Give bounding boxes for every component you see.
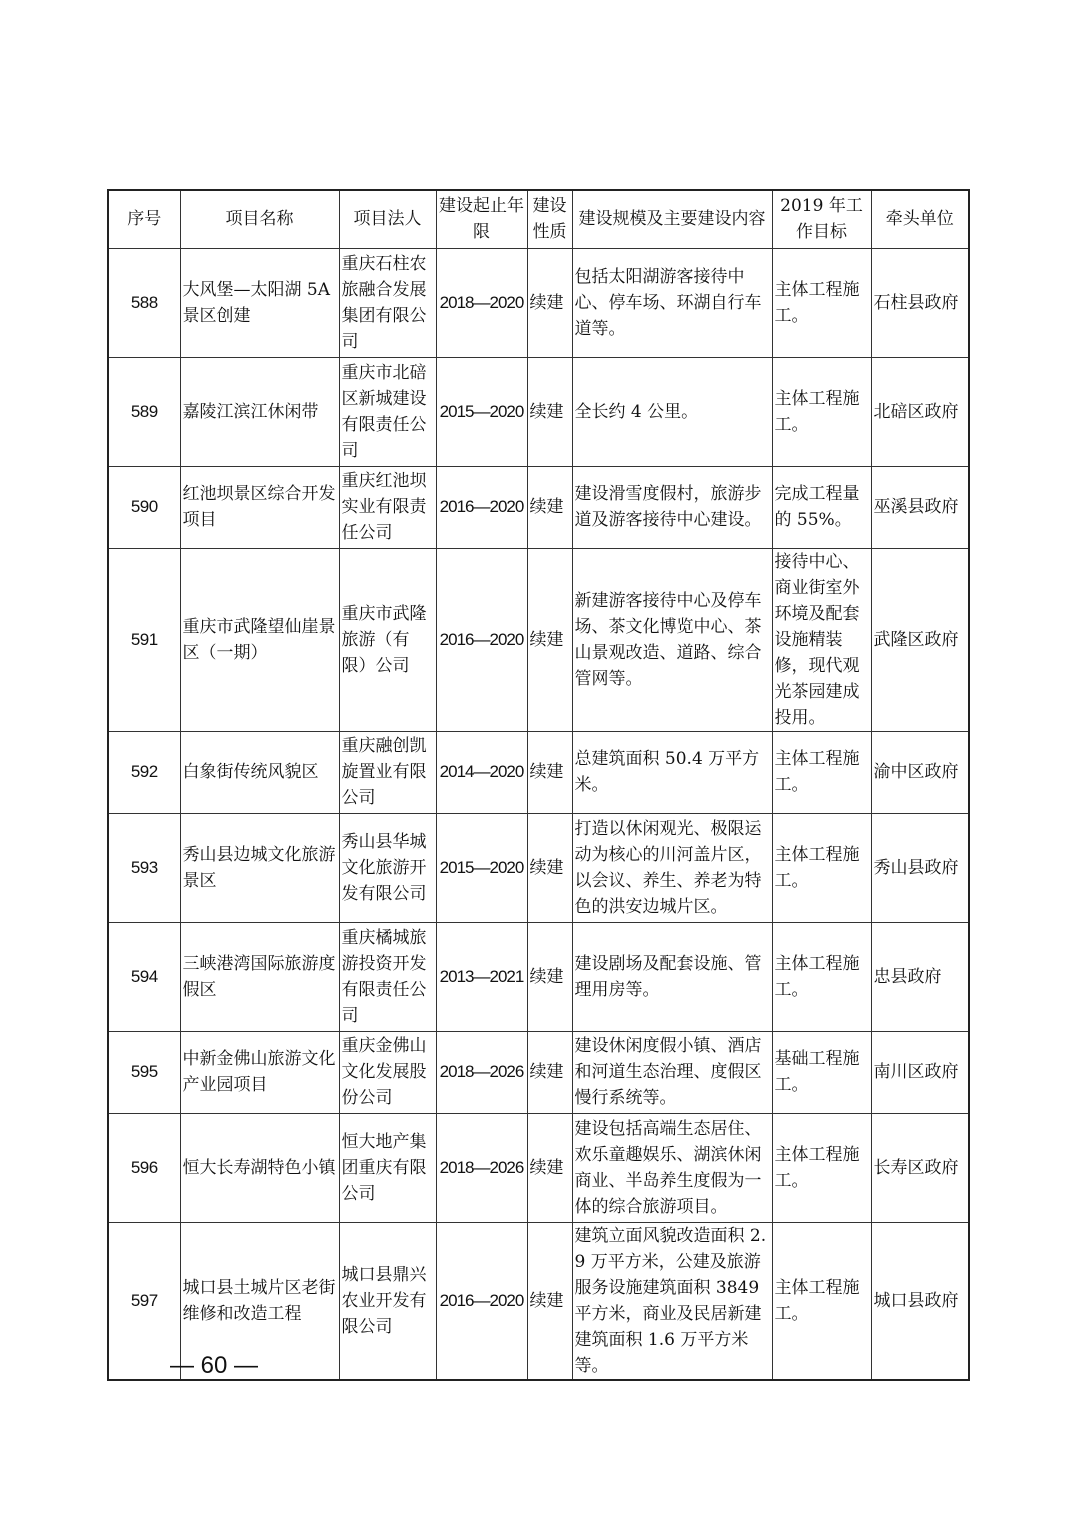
cell-scope: 建筑立面风貌改造面积 2.9 万平方米，公建及旅游服务设施建筑面积 3849 平方米，商业及民居新建建筑面积 1.6 万平方米等。 bbox=[572, 1222, 772, 1380]
header-row bbox=[108, 190, 969, 248]
cell-scope: 新建游客接待中心及停车场、茶文化博览中心、茶山景观改造、道路、综合管网等。 bbox=[572, 548, 772, 731]
cell-type: 续建 bbox=[527, 731, 572, 813]
cell-type: 续建 bbox=[527, 466, 572, 548]
cell-type: 续建 bbox=[527, 922, 572, 1031]
cell-no: 597 bbox=[108, 1222, 180, 1380]
cell-target: 主体工程施工。 bbox=[772, 1113, 871, 1222]
cell-period: 2013—2021 bbox=[436, 922, 527, 1031]
cell-owner: 重庆市武隆旅游（有限）公司 bbox=[339, 548, 436, 731]
cell-no: 594 bbox=[108, 922, 180, 1031]
cell-target: 主体工程施工。 bbox=[772, 248, 871, 357]
cell-period: 2015—2020 bbox=[436, 357, 527, 466]
cell-scope: 打造以休闲观光、极限运动为核心的川河盖片区，以会议、养生、养老为特色的洪安边城片区。 bbox=[572, 813, 772, 922]
table-row bbox=[108, 1113, 969, 1222]
cell-type: 续建 bbox=[527, 248, 572, 357]
table-row bbox=[108, 1031, 969, 1113]
header-scope: 建设规模及主要建设内容 bbox=[572, 190, 772, 248]
cell-no: 588 bbox=[108, 248, 180, 357]
cell-type: 续建 bbox=[527, 1222, 572, 1380]
cell-owner: 城口县鼎兴农业开发有限公司 bbox=[339, 1222, 436, 1380]
cell-name: 红池坝景区综合开发项目 bbox=[180, 466, 339, 548]
cell-scope: 总建筑面积 50.4 万平方米。 bbox=[572, 731, 772, 813]
cell-target: 主体工程施工。 bbox=[772, 813, 871, 922]
cell-name: 白象街传统风貌区 bbox=[180, 731, 339, 813]
header-name: 项目名称 bbox=[180, 190, 339, 248]
cell-period: 2018—2020 bbox=[436, 248, 527, 357]
cell-owner: 恒大地产集团重庆有限公司 bbox=[339, 1113, 436, 1222]
cell-scope: 建设包括高端生态居住、欢乐童趣娱乐、湖滨休闲商业、半岛养生度假为一体的综合旅游项目。 bbox=[572, 1113, 772, 1222]
cell-no: 591 bbox=[108, 548, 180, 731]
cell-scope: 建设滑雪度假村，旅游步道及游客接待中心建设。 bbox=[572, 466, 772, 548]
cell-target: 主体工程施工。 bbox=[772, 922, 871, 1031]
cell-owner: 重庆金佛山文化发展股份公司 bbox=[339, 1031, 436, 1113]
cell-no: 592 bbox=[108, 731, 180, 813]
cell-no: 593 bbox=[108, 813, 180, 922]
cell-lead: 秀山县政府 bbox=[871, 813, 969, 922]
cell-name: 嘉陵江滨江休闲带 bbox=[180, 357, 339, 466]
cell-owner: 重庆橘城旅游投资开发有限责任公司 bbox=[339, 922, 436, 1031]
table-row bbox=[108, 731, 969, 813]
header-period: 建设起止年限 bbox=[436, 190, 527, 248]
cell-target: 主体工程施工。 bbox=[772, 1222, 871, 1380]
table-row bbox=[108, 922, 969, 1031]
cell-lead: 巫溪县政府 bbox=[871, 466, 969, 548]
cell-no: 589 bbox=[108, 357, 180, 466]
cell-scope: 建设休闲度假小镇、酒店和河道生态治理、度假区慢行系统等。 bbox=[572, 1031, 772, 1113]
cell-owner: 秀山县华城文化旅游开发有限公司 bbox=[339, 813, 436, 922]
header-type: 建设性质 bbox=[527, 190, 572, 248]
cell-lead: 忠县政府 bbox=[871, 922, 969, 1031]
cell-type: 续建 bbox=[527, 1031, 572, 1113]
cell-lead: 北碚区政府 bbox=[871, 357, 969, 466]
cell-scope: 包括太阳湖游客接待中心、停车场、环湖自行车道等。 bbox=[572, 248, 772, 357]
cell-no: 595 bbox=[108, 1031, 180, 1113]
cell-target: 主体工程施工。 bbox=[772, 731, 871, 813]
cell-no: 596 bbox=[108, 1113, 180, 1222]
table-row bbox=[108, 357, 969, 466]
header-owner: 项目法人 bbox=[339, 190, 436, 248]
cell-name: 大风堡—太阳湖 5A 景区创建 bbox=[180, 248, 339, 357]
cell-target: 接待中心、商业街室外环境及配套设施精装修，现代观光茶园建成投用。 bbox=[772, 548, 871, 731]
cell-target: 完成工程量的 55%。 bbox=[772, 466, 871, 548]
cell-name: 三峡港湾国际旅游度假区 bbox=[180, 922, 339, 1031]
page-number: — 60 — bbox=[170, 1352, 259, 1379]
cell-name: 秀山县边城文化旅游景区 bbox=[180, 813, 339, 922]
table-row bbox=[108, 466, 969, 548]
table-row bbox=[108, 548, 969, 731]
cell-period: 2016—2020 bbox=[436, 466, 527, 548]
cell-type: 续建 bbox=[527, 813, 572, 922]
cell-period: 2016—2020 bbox=[436, 548, 527, 731]
header-no: 序号 bbox=[108, 190, 180, 248]
cell-name: 中新金佛山旅游文化产业园项目 bbox=[180, 1031, 339, 1113]
cell-lead: 南川区政府 bbox=[871, 1031, 969, 1113]
table-row bbox=[108, 813, 969, 922]
cell-lead: 武隆区政府 bbox=[871, 548, 969, 731]
cell-target: 基础工程施工。 bbox=[772, 1031, 871, 1113]
cell-name: 恒大长寿湖特色小镇 bbox=[180, 1113, 339, 1222]
cell-type: 续建 bbox=[527, 357, 572, 466]
cell-owner: 重庆融创凯旋置业有限公司 bbox=[339, 731, 436, 813]
cell-name: 城口县土城片区老街维修和改造工程 bbox=[180, 1222, 339, 1380]
cell-lead: 城口县政府 bbox=[871, 1222, 969, 1380]
cell-owner: 重庆市北碚区新城建设有限责任公司 bbox=[339, 357, 436, 466]
cell-scope: 全长约 4 公里。 bbox=[572, 357, 772, 466]
cell-name: 重庆市武隆望仙崖景区（一期） bbox=[180, 548, 339, 731]
header-lead: 牵头单位 bbox=[871, 190, 969, 248]
cell-lead: 石柱县政府 bbox=[871, 248, 969, 357]
cell-type: 续建 bbox=[527, 548, 572, 731]
cell-period: 2014—2020 bbox=[436, 731, 527, 813]
cell-period: 2018—2026 bbox=[436, 1113, 527, 1222]
header-target: 2019 年工作目标 bbox=[772, 190, 871, 248]
project-table bbox=[107, 189, 970, 1381]
cell-period: 2015—2020 bbox=[436, 813, 527, 922]
cell-lead: 长寿区政府 bbox=[871, 1113, 969, 1222]
cell-owner: 重庆石柱农旅融合发展集团有限公司 bbox=[339, 248, 436, 357]
cell-scope: 建设剧场及配套设施、管理用房等。 bbox=[572, 922, 772, 1031]
cell-lead: 渝中区政府 bbox=[871, 731, 969, 813]
cell-period: 2016—2020 bbox=[436, 1222, 527, 1380]
cell-no: 590 bbox=[108, 466, 180, 548]
table-row bbox=[108, 248, 969, 357]
cell-owner: 重庆红池坝实业有限责任公司 bbox=[339, 466, 436, 548]
cell-target: 主体工程施工。 bbox=[772, 357, 871, 466]
cell-period: 2018—2026 bbox=[436, 1031, 527, 1113]
cell-type: 续建 bbox=[527, 1113, 572, 1222]
